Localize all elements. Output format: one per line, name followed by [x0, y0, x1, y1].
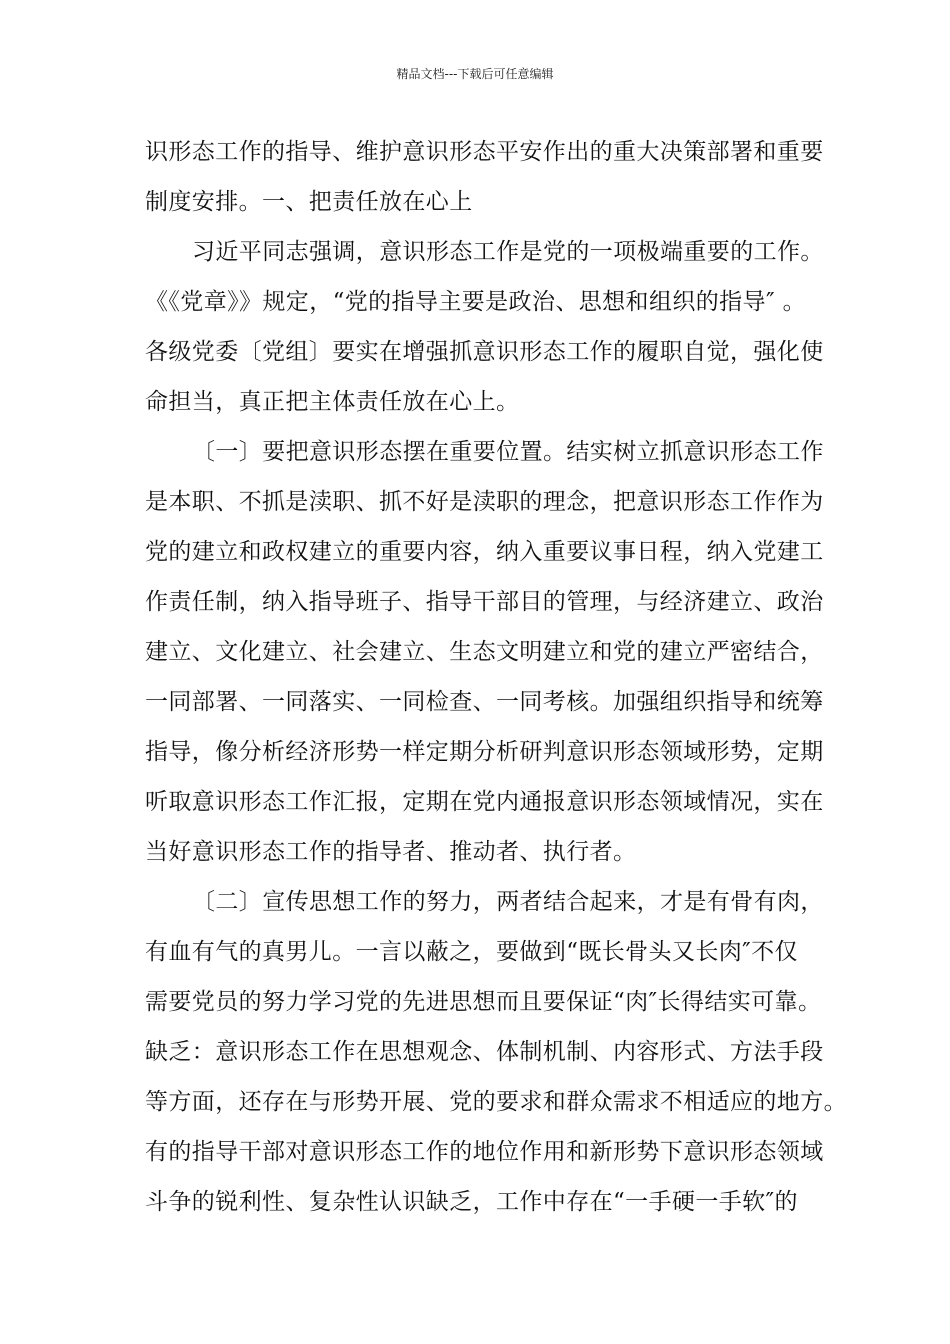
body-line: 一同部署、一同落实、一同检查、一同考核。加强组织指导和统筹	[145, 689, 824, 715]
body-line: 需要党员的努力学习党的先进思想而且要保证“肉″长得结实可靠。	[145, 989, 822, 1015]
body-line: 指导，像分析经济形势一样定期分析研判意识形态领域形势，定期	[145, 739, 824, 765]
body-line: 听取意识形态工作汇报，定期在党内通报意识形态领域情况，实在	[145, 789, 824, 815]
body-line: 当好意识形态工作的指导者、推动者、执行者。	[145, 839, 637, 865]
body-line: 命担当，真正把主体责任放在心上。	[145, 389, 520, 415]
body-line: 是本职、不抓是渎职、抓不好是渎职的理念，把意识形态工作作为	[145, 489, 824, 515]
body-line: 作责任制，纳入指导班子、指导干部目的管理，与经济建立、政治	[145, 589, 824, 615]
body-line: 各级党委〔党组〕要实在增强抓意识形态工作的履职自觉，强化使	[145, 339, 824, 365]
body-line: 党的建立和政权建立的重要内容，纳入重要议事日程，纳入党建工	[145, 539, 824, 565]
body-line: 斗争的锐利性、复杂性认识缺乏，工作中存在“一手硬一手软″的	[145, 1189, 798, 1215]
body-line: 识形态工作的指导、维护意识形态平安作出的重大决策部署和重要	[145, 139, 824, 165]
body-line: 有血有气的真男儿。一言以蔽之，要做到“既长骨头又长肉″不仅	[145, 939, 798, 965]
body-line: 《《党章》》规定，“党的指导主要是政治、思想和组织的指导″ 。	[145, 289, 807, 315]
body-line: 等方面，还存在与形势开展、党的要求和群众需求不相适应的地方。	[145, 1089, 847, 1115]
body-line: 制度安排。一、把责任放在心上	[145, 189, 473, 215]
page-header: 精品文档---下载后可任意编辑	[396, 67, 554, 81]
body-line: 有的指导干部对意识形态工作的地位作用和新形势下意识形态领域	[145, 1139, 824, 1165]
body-line: 〔二〕宣传思想工作的努力，两者结合起来，才是有骨有肉，	[192, 889, 824, 915]
body-line: 建立、文化建立、社会建立、生态文明建立和党的建立严密结合，	[145, 639, 824, 665]
body-line: 缺乏：意识形态工作在思想观念、体制机制、内容形式、方法手段	[145, 1039, 824, 1065]
body-line: 习近平同志强调，意识形态工作是党的一项极端重要的工作。	[192, 239, 824, 265]
body-line: 〔一〕要把意识形态摆在重要位置。结实树立抓意识形态工作	[192, 439, 824, 465]
